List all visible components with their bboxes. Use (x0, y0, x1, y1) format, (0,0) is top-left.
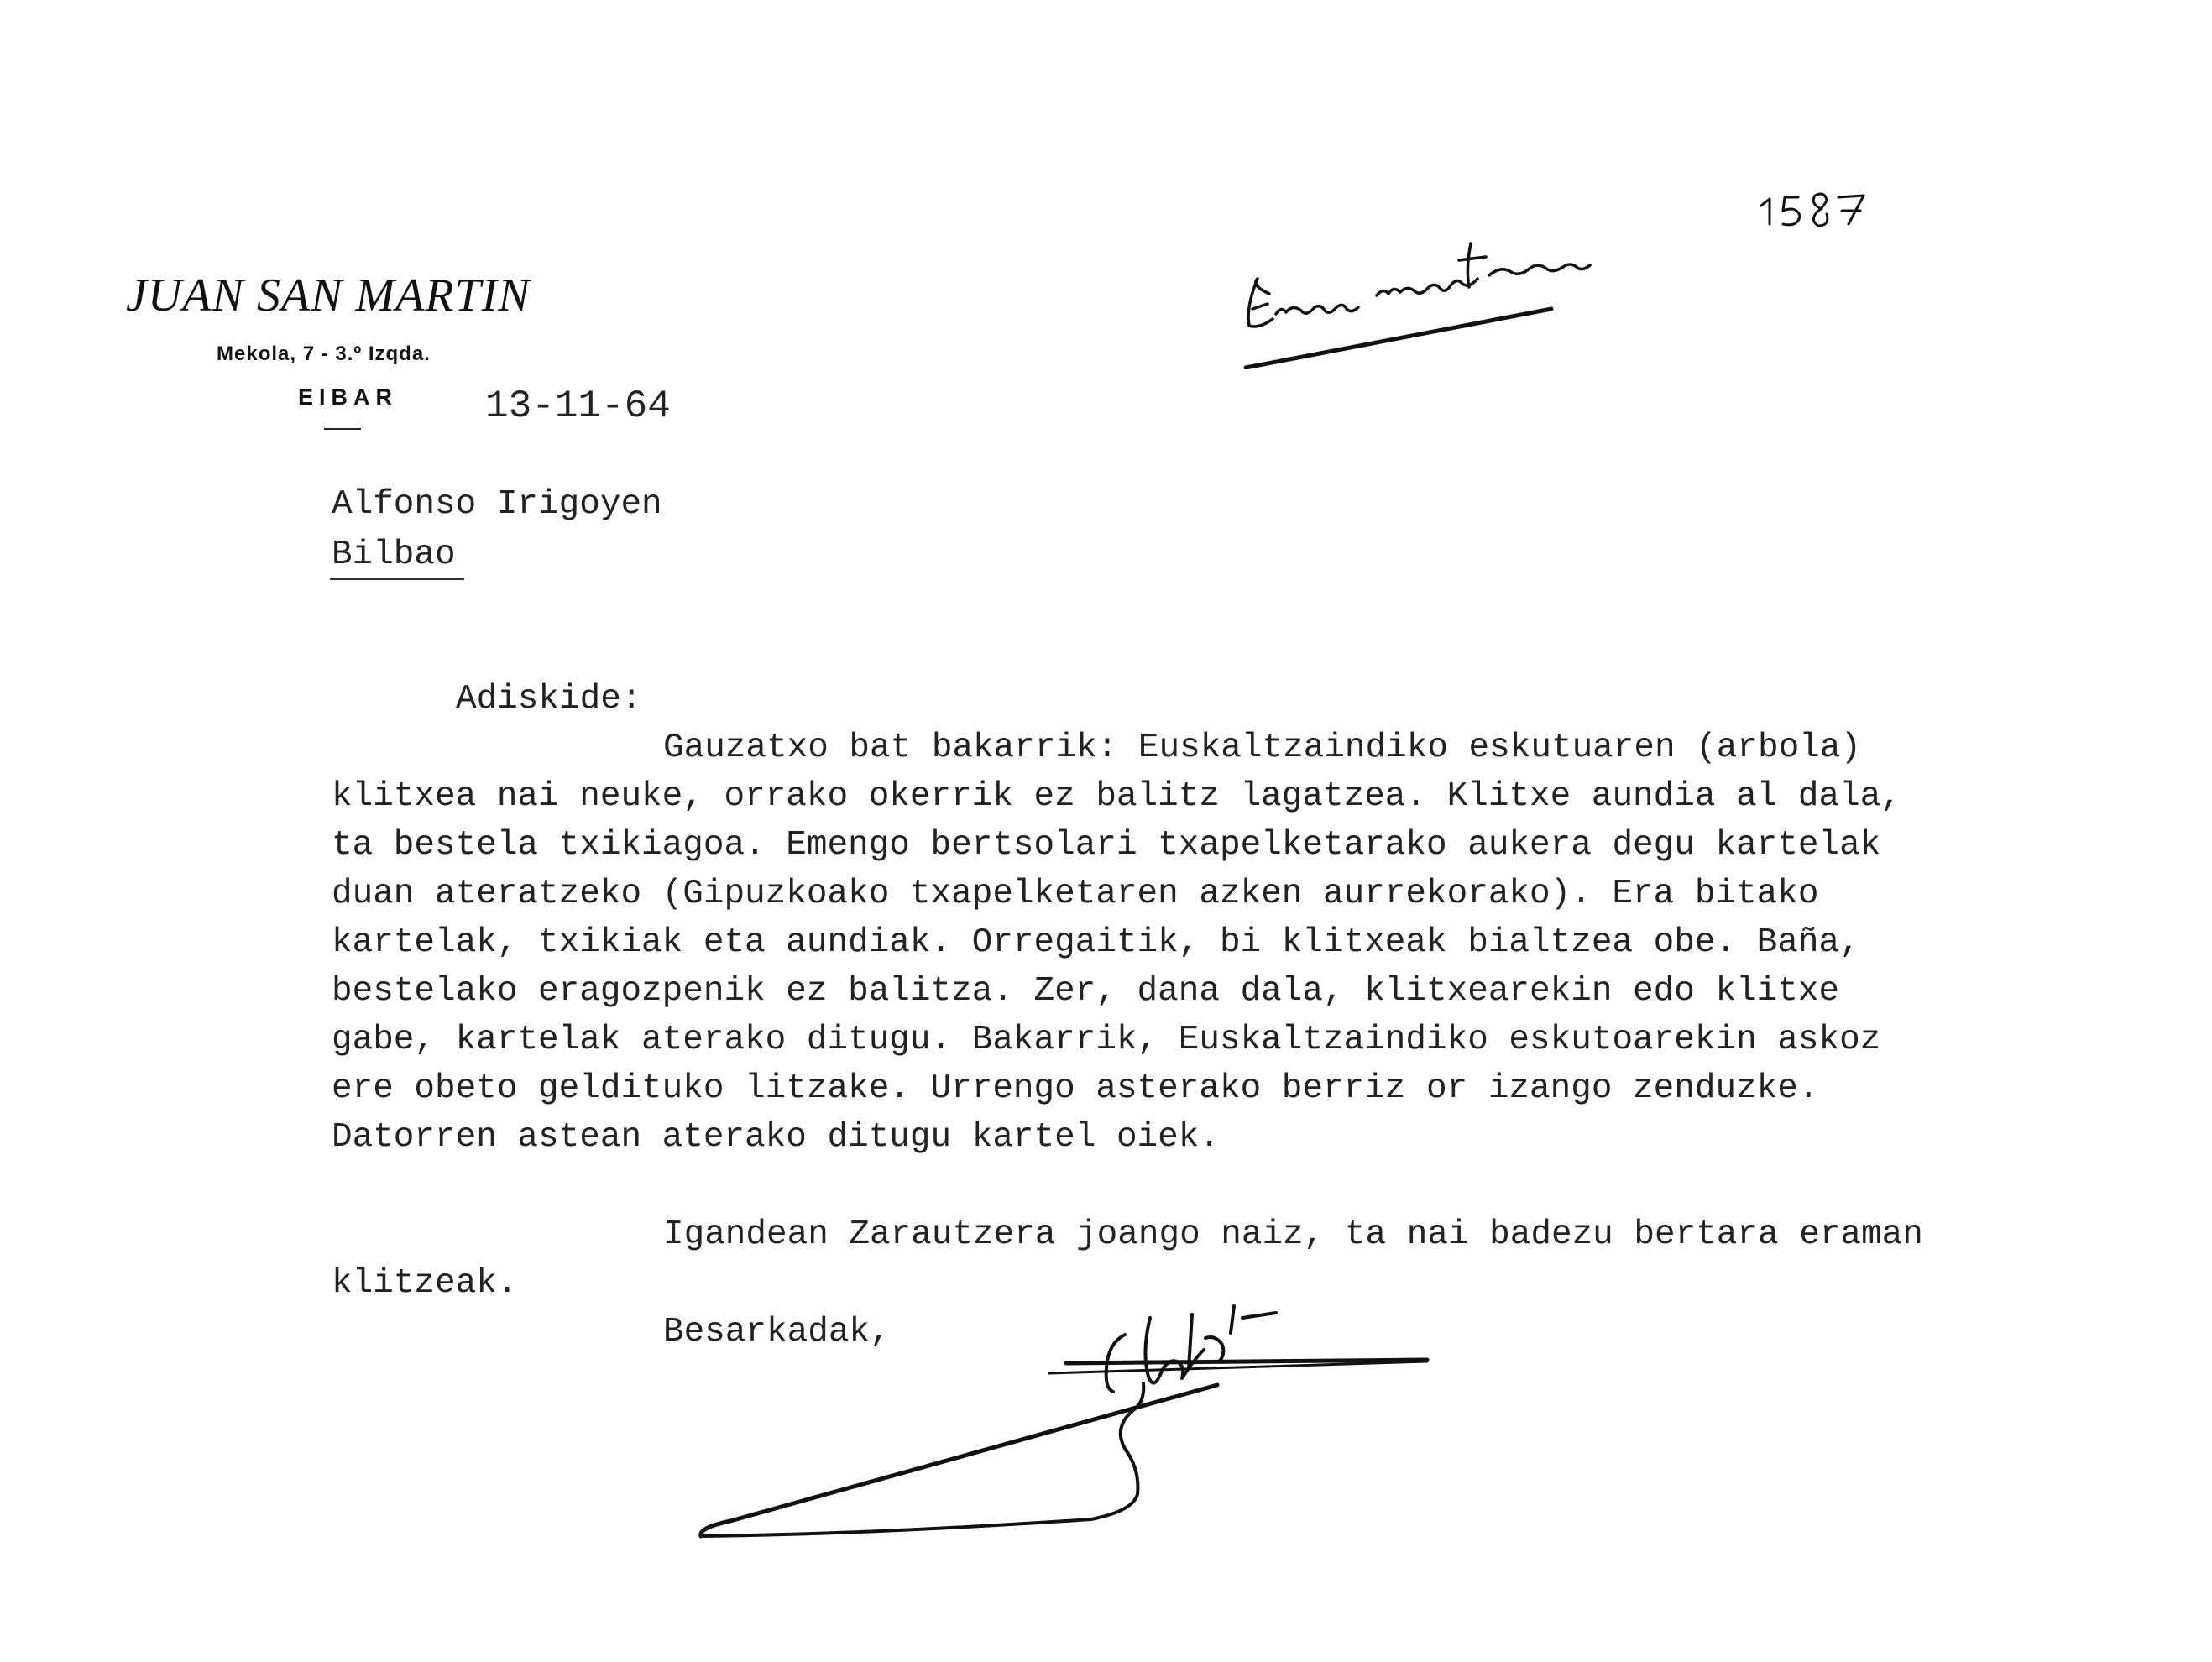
closing: Besarkadak, (663, 1313, 891, 1351)
recipient-city-underline (330, 578, 464, 580)
signature (697, 1284, 1452, 1544)
body-line: ere obeto geldituko litzake. Urrengo asterako berriz or izango zenduzke. (332, 1069, 1819, 1108)
body-line: gabe, kartelak aterako ditugu. Bakarrik, Euskaltzaindiko eskutoarekin askoz (332, 1021, 1881, 1059)
sender-name: JUAN SAN MARTIN (126, 269, 531, 321)
body-line: ta bestela txikiagoa. Emengo bertsolari txapelketarako aukera degu kartelak (332, 826, 1881, 865)
city-underline (324, 428, 361, 430)
sender-address: Mekola, 7 - 3.º Izqda. (217, 342, 431, 365)
body-line: Igandean Zarautzera joango naiz, ta nai badezu bertara eraman (663, 1215, 1923, 1254)
recipient-city: Bilbao (332, 536, 456, 574)
body-line: Gauzatxo bat bakarrik: Euskaltzaindiko eskutuaren (arbola) (663, 729, 1862, 767)
archive-number-handwritten (1754, 180, 1880, 239)
body-line: kartelak, txikiak eta aundiak. Orregaitik, bi klitxeak bialtzea obe. Baña, (332, 923, 1860, 962)
recipient-name: Alfonso Irigoyen (332, 485, 662, 524)
body-line: bestelako eragozpenik ez balitza. Zer, dana dala, klitxearekin edo klitxe (332, 972, 1840, 1011)
salutation: Adiskide: (456, 680, 642, 719)
body-line: duan ateratzeko (Gipuzkoako txapelketaren azken aurrekorako). Era bitako (332, 875, 1819, 913)
body-line: klitxea nai neuke, orrako okerrik ez balitz lagatzea. Klitxe aundia al dala, (332, 777, 1901, 816)
body-line: Datorren astean aterako ditugu kartel oiek. (332, 1118, 1220, 1157)
sender-city: EIBAR (298, 384, 399, 410)
letter-date: 13-11-64 (485, 384, 671, 428)
body-line: klitzeak. (332, 1264, 518, 1303)
handwritten-note (1234, 227, 1654, 369)
